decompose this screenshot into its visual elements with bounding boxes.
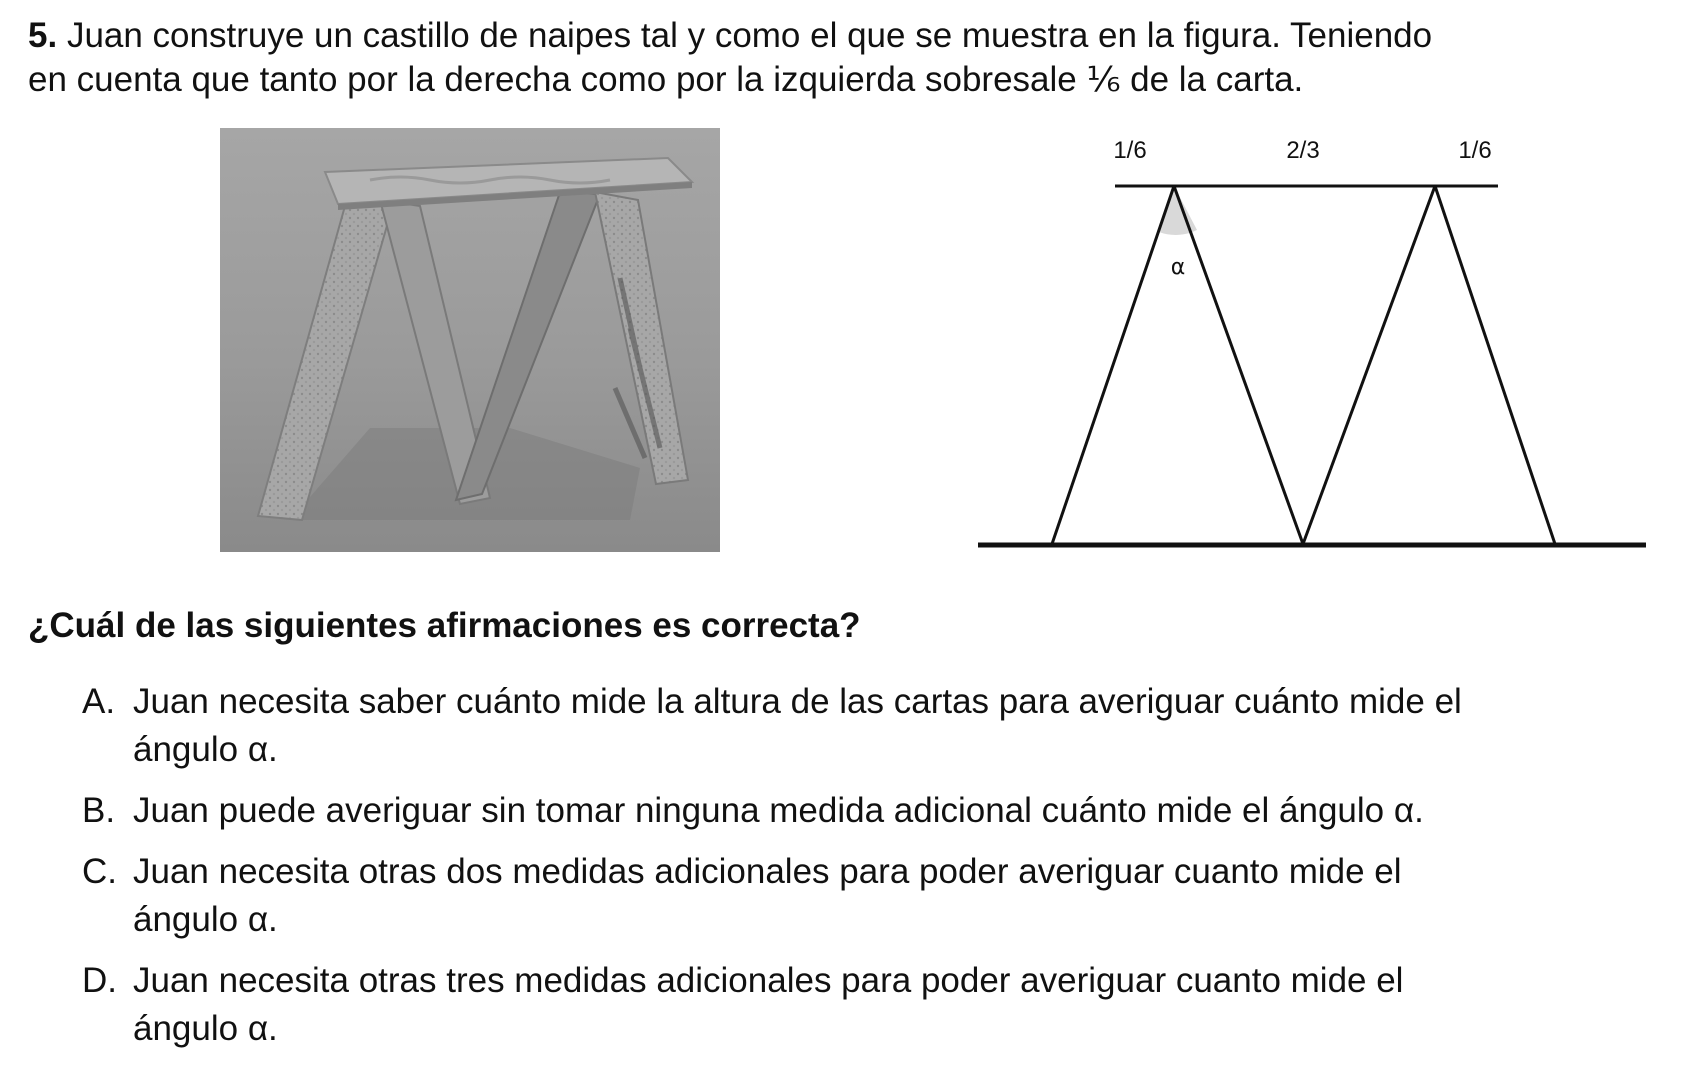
card-line-2 <box>1174 186 1303 544</box>
answer-options <box>82 678 1692 1066</box>
statement-text-1: Juan construye un castillo de naipes tal y como el que se muestra en la figura. Teniendo <box>66 16 1433 55</box>
question-text: ¿Cuál de las siguientes afirmaciones es correcta? <box>28 606 861 645</box>
option-d[interactable] <box>82 957 1692 1053</box>
option-c-line-2: ángulo α. <box>133 900 278 939</box>
label-left-overhang: 1/6 <box>1113 137 1147 164</box>
label-middle-span: 2/3 <box>1286 137 1320 164</box>
problem-statement <box>28 14 1688 102</box>
option-a-line-2: ángulo α. <box>133 730 278 769</box>
option-c-letter: C. <box>82 852 117 891</box>
card-line-1 <box>1052 186 1174 544</box>
option-d-line-1: Juan necesita otras tres medidas adicionales para poder averiguar cuanto mide el <box>133 961 1404 1000</box>
option-b-letter: B. <box>82 791 116 830</box>
statement-line-2: en cuenta que tanto por la derecha como por la izquierda sobresale ⅙ de la carta. <box>28 60 1304 99</box>
option-a-letter: A. <box>82 682 116 721</box>
question-number: 5. <box>28 16 58 55</box>
card-castle-photo <box>220 128 720 552</box>
option-c-line-1: Juan necesita otras dos medidas adicionales para poder averiguar cuanto mide el <box>133 852 1402 891</box>
option-b-line-1: Juan puede averiguar sin tomar ninguna medida adicional cuánto mide el ángulo α. <box>133 791 1424 830</box>
option-c[interactable] <box>82 848 1692 944</box>
geometry-diagram <box>960 130 1680 560</box>
label-right-overhang: 1/6 <box>1458 137 1492 164</box>
card-line-4 <box>1435 186 1555 544</box>
statement-line-1 <box>28 14 1688 58</box>
option-d-line-2: ángulo α. <box>133 1009 278 1048</box>
card-line-3 <box>1303 186 1435 544</box>
option-b[interactable] <box>82 787 1692 835</box>
angle-alpha-label: α <box>1170 255 1186 280</box>
option-d-letter: D. <box>82 961 117 1000</box>
option-a[interactable] <box>82 678 1692 774</box>
option-a-line-1: Juan necesita saber cuánto mide la altura de las cartas para averiguar cuánto mide el <box>133 682 1462 721</box>
